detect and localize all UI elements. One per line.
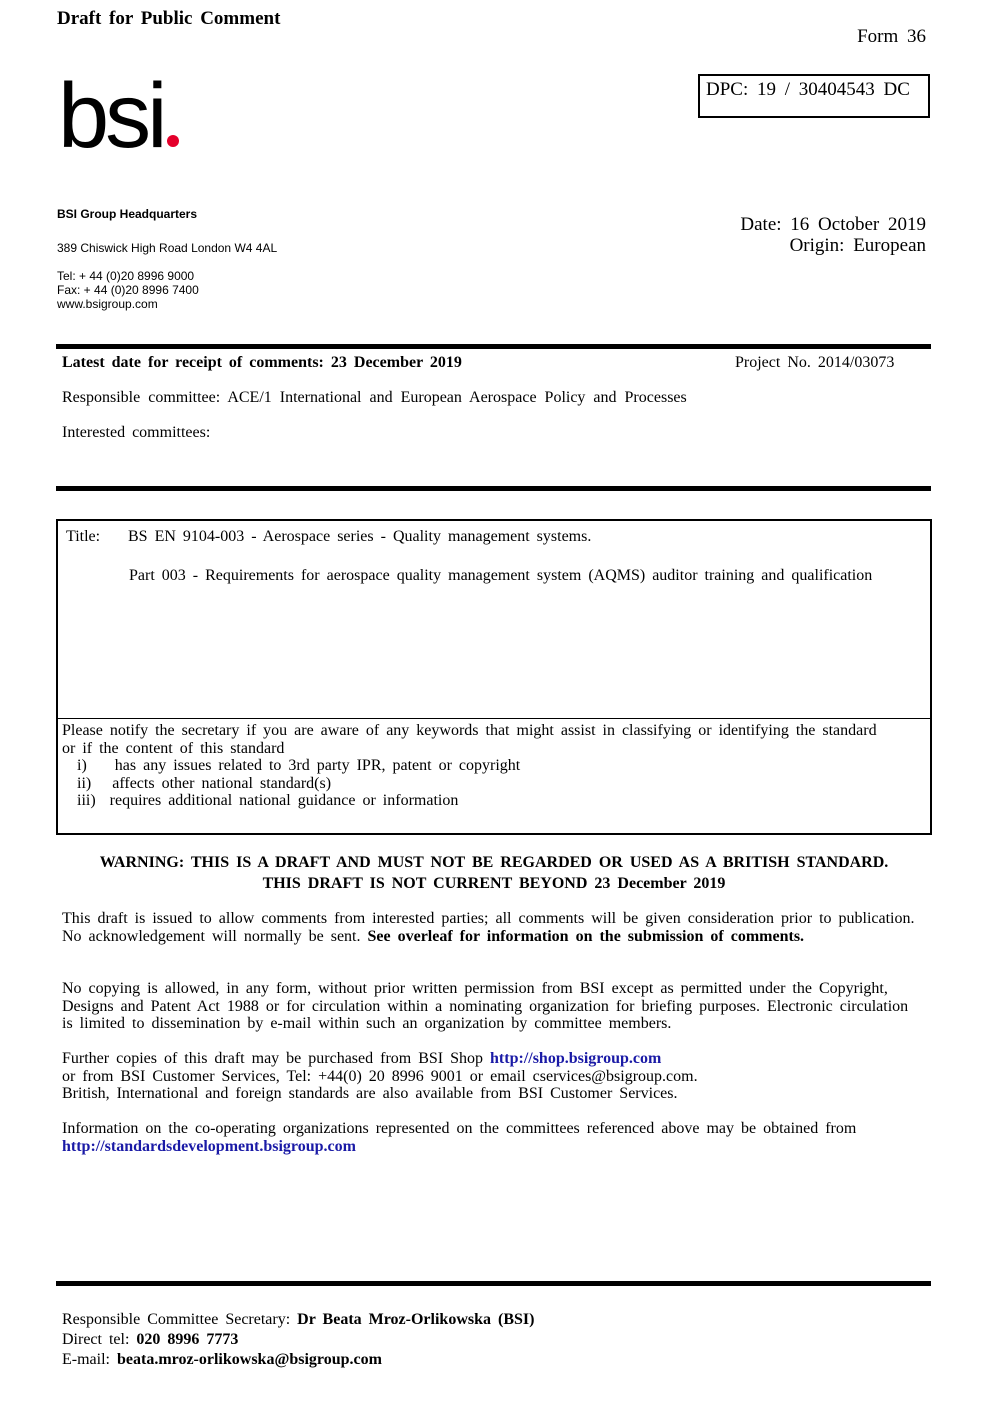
direct-tel: 020 8996 7773 <box>136 1331 239 1348</box>
secretary-contact <box>62 1310 534 1370</box>
document-date: Date: 16 October 2019 <box>740 214 926 235</box>
hq-title: BSI Group Headquarters <box>57 207 198 221</box>
document-origin: Origin: European <box>789 235 926 256</box>
interested-committees: Interested committees: <box>62 424 211 441</box>
secretary-name: Dr Beata Mroz-Orlikowska (BSI) <box>297 1311 535 1328</box>
notify-secretary-text <box>62 722 892 810</box>
paragraph-cooperating <box>62 1120 922 1155</box>
customer-services-text: or from BSI Customer Services, Tel: +44(0) 20 8996 9001 or email cservices@bsigroup.com. <box>62 1067 698 1085</box>
email-label: E-mail: <box>62 1351 110 1368</box>
hq-fax: Fax: + 44 (0)20 8996 7400 <box>57 283 199 297</box>
title-line-1: BS EN 9104-003 - Aerospace series - Quality management systems. <box>128 528 592 545</box>
standards-available-text: British, International and foreign standards are also available from BSI Customer Services. <box>62 1085 678 1102</box>
cooperating-text: Information on the co-operating organizations represented on the committees referenced above may be obtained from <box>62 1120 857 1137</box>
draft-label: Draft for Public Comment <box>57 8 281 29</box>
issued-overleaf-note: See overleaf for information on the submission of comments. <box>367 927 805 945</box>
hq-contacts <box>57 269 199 311</box>
further-copies-text: Further copies of this draft may be purchased from BSI Shop <box>62 1050 484 1067</box>
notify-item-guidance: iii) requires additional national guidance or information <box>77 792 459 809</box>
form-number: Form 36 <box>857 26 926 47</box>
issued-text: This draft is issued to allow comments from interested parties; all comments will be given consideration prior to publication. No acknowledgement will normally be sent. <box>62 910 915 945</box>
project-number: Project No. 2014/03073 <box>735 354 895 371</box>
title-box <box>56 519 932 835</box>
bottom-divider <box>56 1281 931 1286</box>
draft-warning <box>56 852 932 894</box>
latest-comment-date: Latest date for receipt of comments: 23 December 2019 <box>62 354 462 371</box>
hq-web: www.bsigroup.com <box>57 297 158 311</box>
title-line-2: Part 003 - Requirements for aerospace quality management system (AQMS) auditor training and qualification <box>129 567 873 584</box>
date-origin-block <box>740 214 926 256</box>
bsi-logo <box>58 65 179 167</box>
title-box-divider <box>58 718 930 719</box>
warning-line-2: THIS DRAFT IS NOT CURRENT BEYOND 23 December 2019 <box>262 875 726 892</box>
notify-item-ipr: i) has any issues related to 3rd party IPR, patent or copyright <box>77 757 521 774</box>
paragraph-further-copies <box>62 1050 922 1103</box>
bsi-shop-link[interactable]: http://shop.bsigroup.com <box>490 1050 662 1067</box>
direct-tel-label: Direct tel: <box>62 1331 130 1348</box>
middle-divider <box>56 486 931 491</box>
hq-tel: Tel: + 44 (0)20 8996 9000 <box>57 269 195 283</box>
secretary-label: Responsible Committee Secretary: <box>62 1311 291 1328</box>
paragraph-issued <box>62 910 922 945</box>
standards-development-link[interactable]: http://standardsdevelopment.bsigroup.com <box>62 1137 356 1155</box>
title-label: Title: <box>66 528 101 545</box>
warning-line-1: WARNING: THIS IS A DRAFT AND MUST NOT BE REGARDED OR USED AS A BRITISH STANDARD. <box>99 854 889 871</box>
bsi-logo-text: bsi <box>58 65 164 167</box>
secretary-email[interactable]: beata.mroz-orlikowska@bsigroup.com <box>116 1351 382 1368</box>
hq-address: 389 Chiswick High Road London W4 4AL <box>57 241 278 255</box>
logo-dot-icon <box>167 135 179 147</box>
top-divider <box>56 344 931 349</box>
dpc-reference-box <box>698 74 930 118</box>
dpc-reference: DPC: 19 / 30404543 DC <box>706 79 910 100</box>
paragraph-copying: No copying is allowed, in any form, without prior written permission from BSI except as permitted under the Copyright, Designs and Patent Act 1988 or for circulation within a nominating organization for briefing purposes. Electronic circulation is limited to dissemination by e-mail within such an organization by committee members. <box>62 980 909 1032</box>
responsible-committee: Responsible committee: ACE/1 International and European Aerospace Policy and Processes <box>62 389 687 406</box>
notify-intro: Please notify the secretary if you are aware of any keywords that might assist in classifying or identifying the standard or if the content of this standard <box>62 722 877 757</box>
notify-item-standards: ii) affects other national standard(s) <box>77 774 332 792</box>
